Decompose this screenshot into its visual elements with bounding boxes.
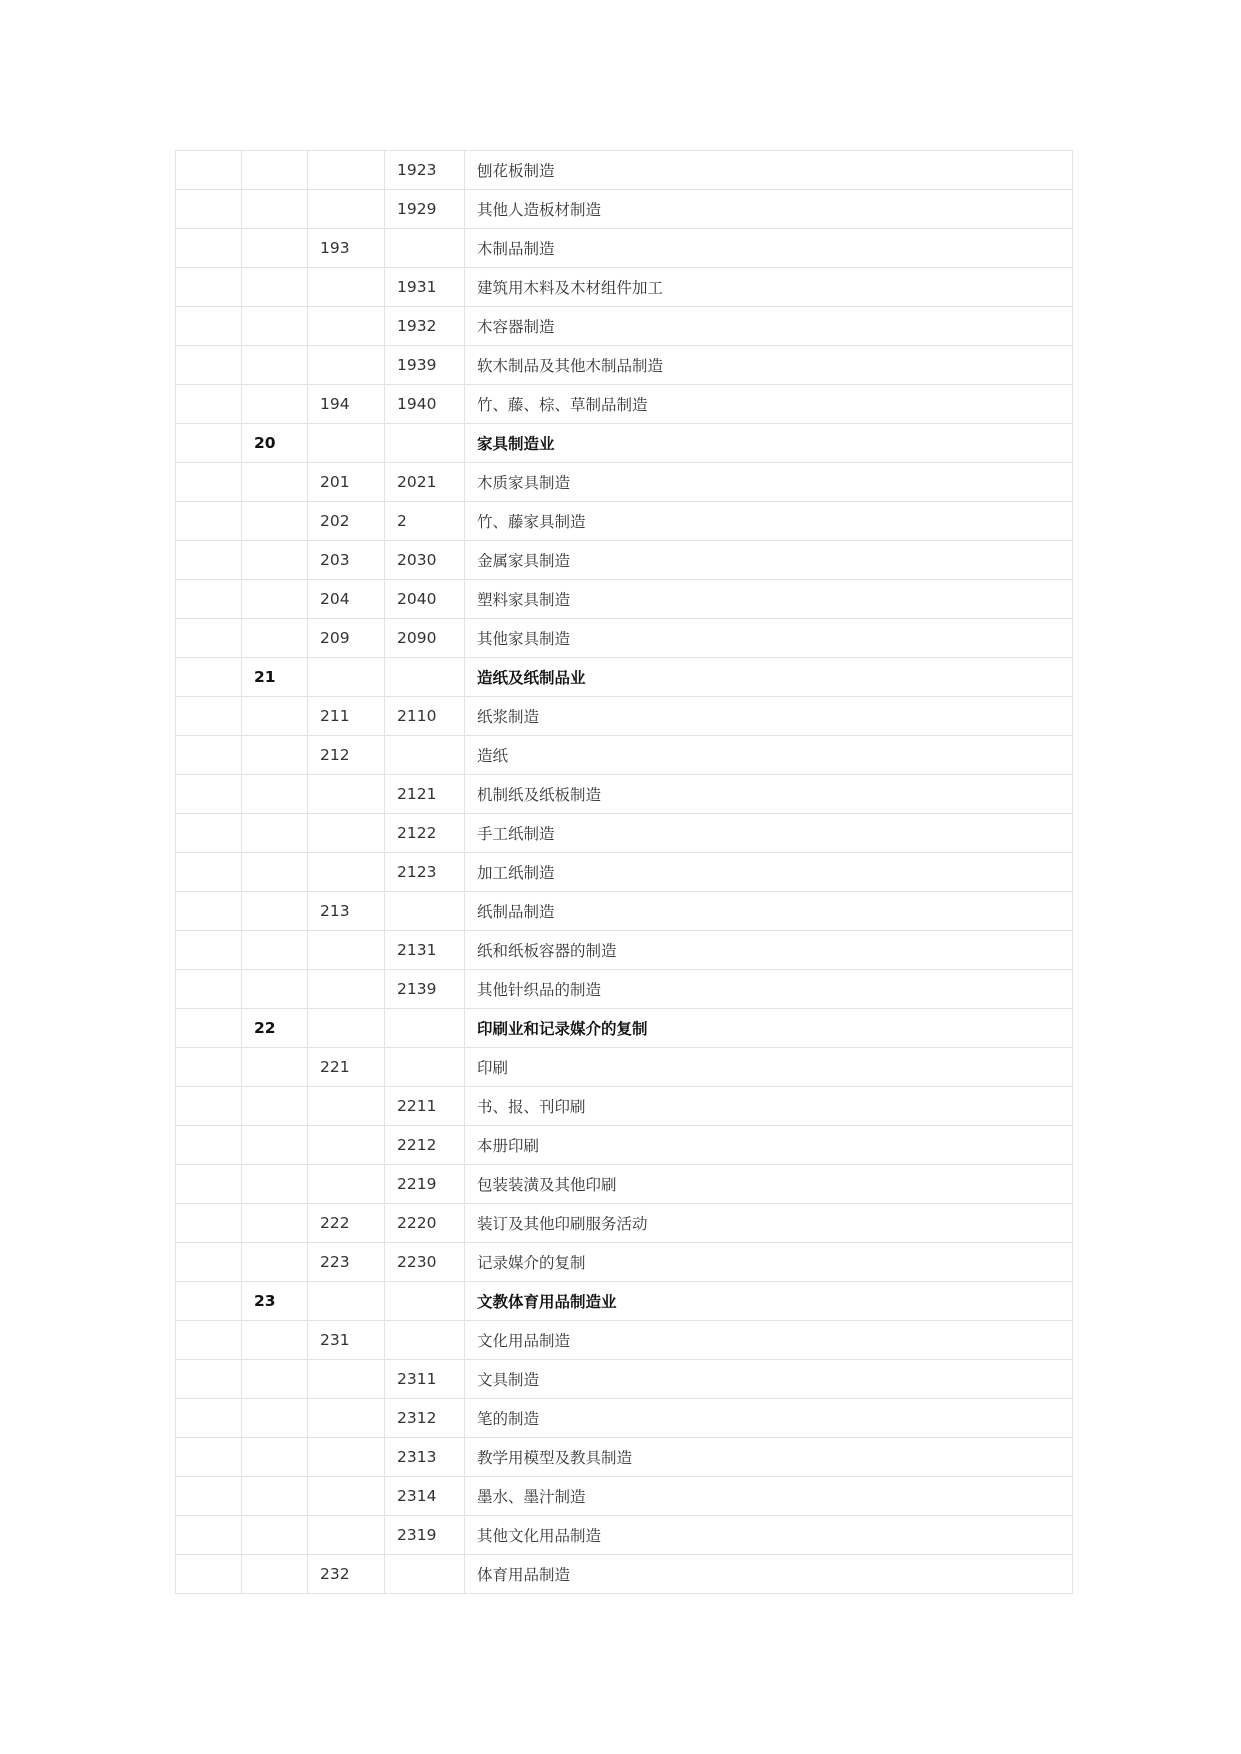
major-code-cell: [242, 814, 308, 853]
category-name-cell: 纸制品制造: [465, 892, 1073, 931]
major-code-cell: [242, 1321, 308, 1360]
section-code-cell: [176, 1477, 242, 1516]
minor-code-cell: 2212: [385, 1126, 465, 1165]
medium-code-cell: 194: [308, 385, 385, 424]
major-code-cell: [242, 1126, 308, 1165]
medium-code-cell: [308, 151, 385, 190]
table-row: [176, 346, 1073, 385]
medium-code-cell: 232: [308, 1555, 385, 1594]
major-code-cell: [242, 502, 308, 541]
medium-code-cell: 221: [308, 1048, 385, 1087]
category-name-cell: 其他针织品的制造: [465, 970, 1073, 1009]
table-row: [176, 736, 1073, 775]
table-row: [176, 814, 1073, 853]
major-code-cell: [242, 541, 308, 580]
minor-code-cell: 1931: [385, 268, 465, 307]
category-name-cell: 加工纸制造: [465, 853, 1073, 892]
section-code-cell: [176, 229, 242, 268]
table-body: [176, 151, 1073, 1594]
section-code-cell: [176, 307, 242, 346]
category-name-cell: 包装装潢及其他印刷: [465, 1165, 1073, 1204]
category-name-cell: 文化用品制造: [465, 1321, 1073, 1360]
minor-code-cell: 2312: [385, 1399, 465, 1438]
section-code-cell: [176, 580, 242, 619]
section-code-cell: [176, 1048, 242, 1087]
major-code-cell: [242, 619, 308, 658]
major-code-cell: [242, 346, 308, 385]
medium-code-cell: [308, 190, 385, 229]
minor-code-cell: 2123: [385, 853, 465, 892]
minor-code-cell: [385, 424, 465, 463]
minor-code-cell: 2139: [385, 970, 465, 1009]
table-row: [176, 1555, 1073, 1594]
section-code-cell: [176, 463, 242, 502]
minor-code-cell: 1939: [385, 346, 465, 385]
medium-code-cell: 202: [308, 502, 385, 541]
table-row: [176, 580, 1073, 619]
major-code-cell: [242, 1438, 308, 1477]
medium-code-cell: [308, 1438, 385, 1477]
medium-code-cell: [308, 307, 385, 346]
medium-code-cell: [308, 1087, 385, 1126]
table-row: [176, 307, 1073, 346]
category-name-cell: 家具制造业: [465, 424, 1073, 463]
medium-code-cell: [308, 346, 385, 385]
section-code-cell: [176, 346, 242, 385]
major-code-cell: [242, 1360, 308, 1399]
major-code-cell: [242, 736, 308, 775]
major-code-cell: [242, 931, 308, 970]
minor-code-cell: [385, 229, 465, 268]
category-name-cell: 其他家具制造: [465, 619, 1073, 658]
table-row: [176, 151, 1073, 190]
minor-code-cell: 2021: [385, 463, 465, 502]
medium-code-cell: [308, 1282, 385, 1321]
category-name-cell: 纸和纸板容器的制造: [465, 931, 1073, 970]
section-code-cell: [176, 853, 242, 892]
section-code-cell: [176, 1516, 242, 1555]
minor-code-cell: 2: [385, 502, 465, 541]
minor-code-cell: 2090: [385, 619, 465, 658]
medium-code-cell: 223: [308, 1243, 385, 1282]
category-name-cell: 记录媒介的复制: [465, 1243, 1073, 1282]
major-code-cell: [242, 697, 308, 736]
category-name-cell: 笔的制造: [465, 1399, 1073, 1438]
major-code-cell: 22: [242, 1009, 308, 1048]
medium-code-cell: 203: [308, 541, 385, 580]
medium-code-cell: [308, 1477, 385, 1516]
category-name-cell: 印刷: [465, 1048, 1073, 1087]
medium-code-cell: [308, 970, 385, 1009]
table-row: [176, 697, 1073, 736]
table-row: [176, 1048, 1073, 1087]
medium-code-cell: 222: [308, 1204, 385, 1243]
minor-code-cell: 1932: [385, 307, 465, 346]
major-code-cell: [242, 580, 308, 619]
minor-code-cell: [385, 1321, 465, 1360]
table-row: [176, 385, 1073, 424]
minor-code-cell: [385, 1555, 465, 1594]
table-row: [176, 619, 1073, 658]
table-row: [176, 892, 1073, 931]
minor-code-cell: 2122: [385, 814, 465, 853]
category-name-cell: 造纸及纸制品业: [465, 658, 1073, 697]
medium-code-cell: [308, 268, 385, 307]
minor-code-cell: 2121: [385, 775, 465, 814]
section-code-cell: [176, 151, 242, 190]
medium-code-cell: [308, 424, 385, 463]
minor-code-cell: 2211: [385, 1087, 465, 1126]
minor-code-cell: [385, 1282, 465, 1321]
category-name-cell: 软木制品及其他木制品制造: [465, 346, 1073, 385]
section-code-cell: [176, 931, 242, 970]
medium-code-cell: 204: [308, 580, 385, 619]
medium-code-cell: [308, 658, 385, 697]
major-code-cell: 20: [242, 424, 308, 463]
category-name-cell: 手工纸制造: [465, 814, 1073, 853]
document-page: [175, 150, 1072, 1594]
minor-code-cell: 2314: [385, 1477, 465, 1516]
section-code-cell: [176, 1438, 242, 1477]
category-name-cell: 竹、藤家具制造: [465, 502, 1073, 541]
section-code-cell: [176, 658, 242, 697]
section-code-cell: [176, 1126, 242, 1165]
table-row: [176, 853, 1073, 892]
category-name-cell: 体育用品制造: [465, 1555, 1073, 1594]
medium-code-cell: [308, 1165, 385, 1204]
minor-code-cell: [385, 658, 465, 697]
major-code-cell: [242, 970, 308, 1009]
section-code-cell: [176, 268, 242, 307]
medium-code-cell: [308, 1399, 385, 1438]
minor-code-cell: 2313: [385, 1438, 465, 1477]
major-code-cell: [242, 1399, 308, 1438]
major-code-cell: [242, 463, 308, 502]
minor-code-cell: 2219: [385, 1165, 465, 1204]
medium-code-cell: [308, 814, 385, 853]
section-code-cell: [176, 1009, 242, 1048]
table-row: [176, 1165, 1073, 1204]
major-code-cell: [242, 229, 308, 268]
medium-code-cell: 213: [308, 892, 385, 931]
category-name-cell: 竹、藤、棕、草制品制造: [465, 385, 1073, 424]
major-code-cell: [242, 1048, 308, 1087]
section-code-cell: [176, 385, 242, 424]
table-row: [176, 1399, 1073, 1438]
medium-code-cell: [308, 931, 385, 970]
table-row: [176, 502, 1073, 541]
category-name-cell: 教学用模型及教具制造: [465, 1438, 1073, 1477]
minor-code-cell: 2311: [385, 1360, 465, 1399]
section-code-cell: [176, 502, 242, 541]
table-row: [176, 931, 1073, 970]
major-code-cell: [242, 853, 308, 892]
category-name-cell: 墨水、墨汁制造: [465, 1477, 1073, 1516]
section-code-cell: [176, 1555, 242, 1594]
table-row: [176, 541, 1073, 580]
category-name-cell: 其他文化用品制造: [465, 1516, 1073, 1555]
table-row: [176, 1204, 1073, 1243]
section-code-cell: [176, 1321, 242, 1360]
section-code-cell: [176, 1399, 242, 1438]
category-name-cell: 塑料家具制造: [465, 580, 1073, 619]
medium-code-cell: 209: [308, 619, 385, 658]
table-row: [176, 658, 1073, 697]
major-code-cell: [242, 385, 308, 424]
category-name-cell: 文具制造: [465, 1360, 1073, 1399]
section-code-cell: [176, 736, 242, 775]
section-code-cell: [176, 1360, 242, 1399]
medium-code-cell: 211: [308, 697, 385, 736]
minor-code-cell: 2319: [385, 1516, 465, 1555]
category-name-cell: 书、报、刊印刷: [465, 1087, 1073, 1126]
minor-code-cell: 2030: [385, 541, 465, 580]
minor-code-cell: 2040: [385, 580, 465, 619]
category-name-cell: 本册印刷: [465, 1126, 1073, 1165]
table-row: [176, 775, 1073, 814]
minor-code-cell: 2220: [385, 1204, 465, 1243]
category-name-cell: 纸浆制造: [465, 697, 1073, 736]
medium-code-cell: [308, 1360, 385, 1399]
table-row: [176, 1438, 1073, 1477]
minor-code-cell: 1923: [385, 151, 465, 190]
table-row: [176, 1477, 1073, 1516]
minor-code-cell: 1929: [385, 190, 465, 229]
medium-code-cell: [308, 853, 385, 892]
section-code-cell: [176, 814, 242, 853]
table-row: [176, 1321, 1073, 1360]
medium-code-cell: [308, 1516, 385, 1555]
section-code-cell: [176, 892, 242, 931]
table-row: [176, 1126, 1073, 1165]
category-name-cell: 机制纸及纸板制造: [465, 775, 1073, 814]
minor-code-cell: 2230: [385, 1243, 465, 1282]
category-name-cell: 木制品制造: [465, 229, 1073, 268]
table-row: [176, 1360, 1073, 1399]
category-name-cell: 木容器制造: [465, 307, 1073, 346]
major-code-cell: [242, 307, 308, 346]
section-code-cell: [176, 697, 242, 736]
table-row: [176, 970, 1073, 1009]
medium-code-cell: [308, 775, 385, 814]
medium-code-cell: 201: [308, 463, 385, 502]
major-code-cell: [242, 1204, 308, 1243]
section-code-cell: [176, 541, 242, 580]
section-code-cell: [176, 424, 242, 463]
category-name-cell: 金属家具制造: [465, 541, 1073, 580]
section-code-cell: [176, 619, 242, 658]
section-code-cell: [176, 1165, 242, 1204]
industry-classification-table: [175, 150, 1073, 1594]
section-code-cell: [176, 1204, 242, 1243]
minor-code-cell: [385, 736, 465, 775]
major-code-cell: [242, 1516, 308, 1555]
major-code-cell: 21: [242, 658, 308, 697]
table-row: [176, 268, 1073, 307]
table-row: [176, 1009, 1073, 1048]
category-name-cell: 文教体育用品制造业: [465, 1282, 1073, 1321]
major-code-cell: [242, 190, 308, 229]
major-code-cell: [242, 1165, 308, 1204]
section-code-cell: [176, 190, 242, 229]
major-code-cell: [242, 268, 308, 307]
category-name-cell: 建筑用木料及木材组件加工: [465, 268, 1073, 307]
major-code-cell: [242, 892, 308, 931]
section-code-cell: [176, 1282, 242, 1321]
category-name-cell: 印刷业和记录媒介的复制: [465, 1009, 1073, 1048]
major-code-cell: [242, 1477, 308, 1516]
medium-code-cell: 193: [308, 229, 385, 268]
minor-code-cell: [385, 892, 465, 931]
medium-code-cell: 231: [308, 1321, 385, 1360]
minor-code-cell: [385, 1048, 465, 1087]
medium-code-cell: [308, 1009, 385, 1048]
major-code-cell: [242, 1087, 308, 1126]
section-code-cell: [176, 1243, 242, 1282]
table-row: [176, 190, 1073, 229]
minor-code-cell: 2131: [385, 931, 465, 970]
minor-code-cell: [385, 1009, 465, 1048]
section-code-cell: [176, 775, 242, 814]
section-code-cell: [176, 970, 242, 1009]
table-row: [176, 1243, 1073, 1282]
table-row: [176, 463, 1073, 502]
category-name-cell: 装订及其他印刷服务活动: [465, 1204, 1073, 1243]
section-code-cell: [176, 1087, 242, 1126]
table-row: [176, 1087, 1073, 1126]
table-row: [176, 424, 1073, 463]
major-code-cell: [242, 1555, 308, 1594]
major-code-cell: 23: [242, 1282, 308, 1321]
table-row: [176, 1516, 1073, 1555]
category-name-cell: 木质家具制造: [465, 463, 1073, 502]
table-row: [176, 1282, 1073, 1321]
major-code-cell: [242, 151, 308, 190]
minor-code-cell: 2110: [385, 697, 465, 736]
major-code-cell: [242, 775, 308, 814]
medium-code-cell: [308, 1126, 385, 1165]
category-name-cell: 刨花板制造: [465, 151, 1073, 190]
table-row: [176, 229, 1073, 268]
medium-code-cell: 212: [308, 736, 385, 775]
minor-code-cell: 1940: [385, 385, 465, 424]
category-name-cell: 其他人造板材制造: [465, 190, 1073, 229]
major-code-cell: [242, 1243, 308, 1282]
category-name-cell: 造纸: [465, 736, 1073, 775]
